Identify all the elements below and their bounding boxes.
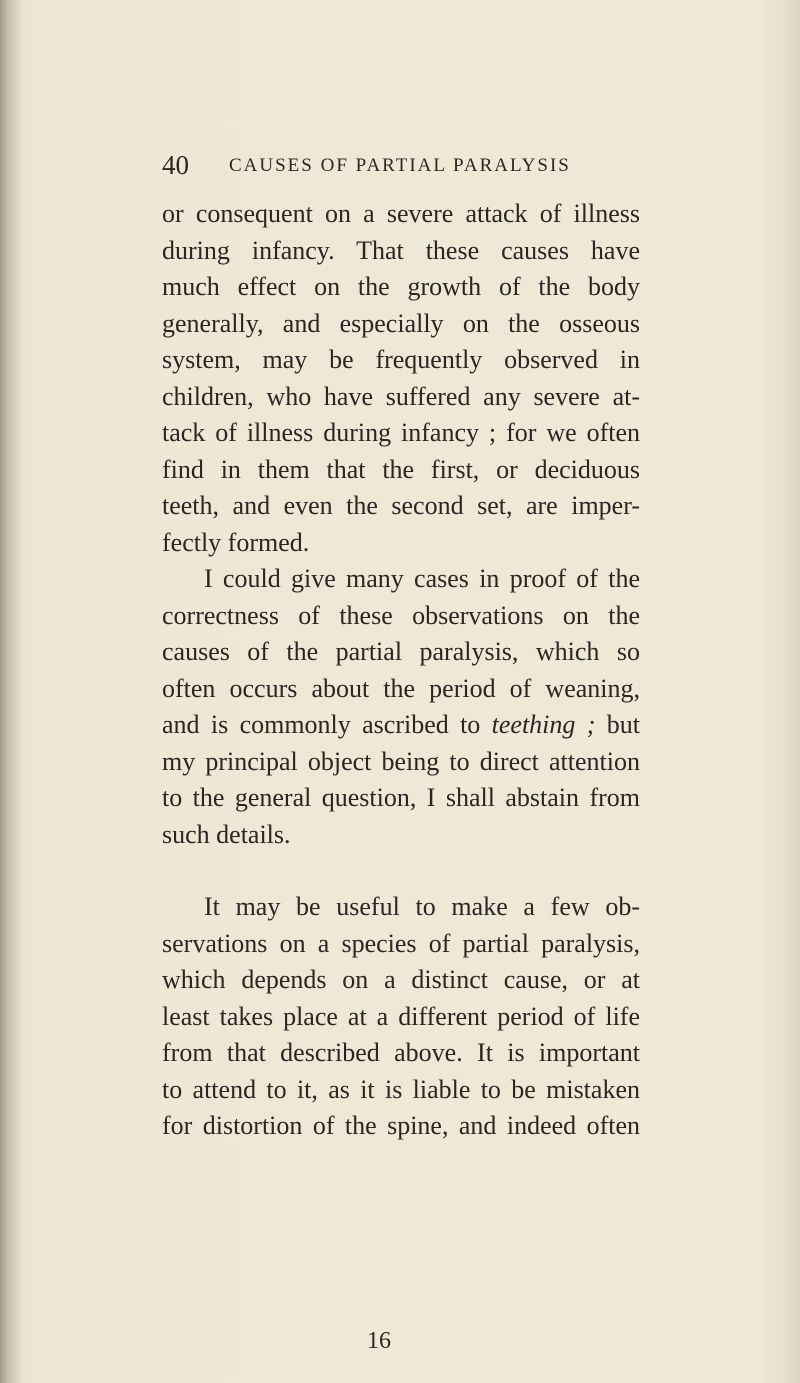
text-line: much effect on the growth of the body [162,272,640,301]
text-line: such details. [162,819,291,849]
text-line: or consequent on a severe attack of illness [162,199,640,228]
text-line: children, who have suffered any severe at- [162,381,640,411]
text-line: find in them that the first, or deciduous [162,454,640,484]
text-line: to the general question, I shall abstain from [162,783,640,812]
text-segment: but [595,710,640,739]
text-line: least takes place at a different period of life [162,1001,640,1031]
text-segment: and is commonly ascribed to [162,710,492,739]
text-line: my principal object being to direct attention [162,746,640,776]
text-line: I could give many cases in proof of the [204,564,640,593]
paragraph-3 [162,889,640,1145]
text-line: often occurs about the period of weaning, [162,673,640,703]
signature-mark: 16 [367,1328,391,1354]
page-header [162,148,642,182]
paragraph-gap [162,853,640,889]
text-line: teeth, and even the second set, are imper- [162,491,640,520]
page-number: 40 [162,150,189,180]
text-line: correctness of these observations on the [162,600,640,630]
text-line: for distortion of the spine, and indeed often [162,1111,640,1140]
paragraph-2 [162,561,640,853]
text-line: It may be useful to make a few ob- [204,892,640,921]
text-line: tack of illness during infancy ; for we often [162,418,640,447]
text-line: which depends on a distinct cause, or at [162,965,640,994]
page-spine-shadow [0,0,22,1383]
paragraph-1 [162,196,640,561]
text-line: from that described above. It is important [162,1038,640,1067]
text-line-with-italic [162,707,640,744]
text-line: causes of the partial paralysis, which so [162,637,640,666]
text-line: system, may be frequently observed in [162,345,640,374]
text-line: servations on a species of partial paralysis, [162,928,640,958]
text-line: to attend to it, as it is liable to be mistaken [162,1074,640,1104]
text-line: fectly formed. [162,527,310,557]
text-line: during infancy. That these causes have [162,235,640,265]
body-text [162,196,640,1145]
text-line: generally, and especially on the osseous [162,308,640,338]
running-title: CAUSES OF PARTIAL PARALYSIS [229,155,571,176]
italic-term: teething ; [491,710,596,739]
